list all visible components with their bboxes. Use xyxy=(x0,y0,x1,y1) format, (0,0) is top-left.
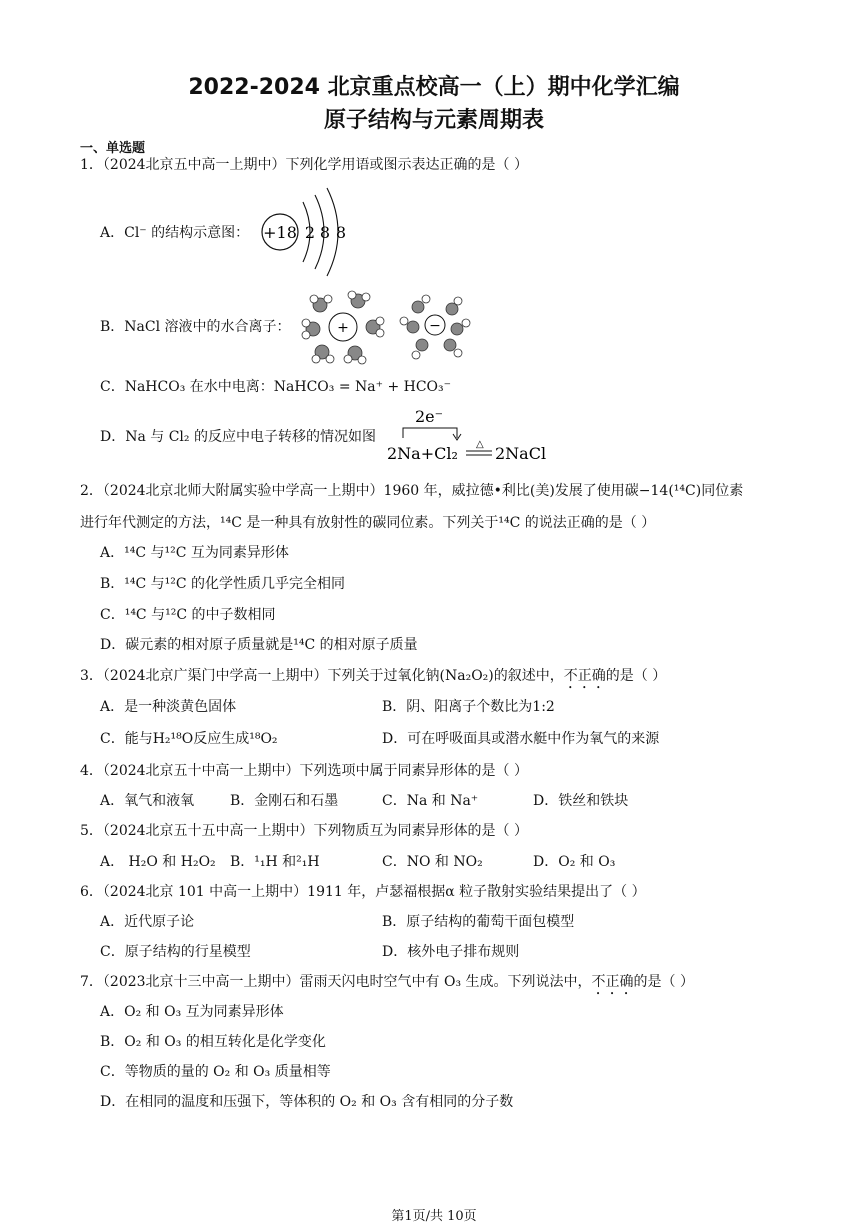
page-footer: 第1页/共 10页 xyxy=(391,1209,477,1224)
emphasis-text: 不正确 xyxy=(563,668,606,684)
equation-reactants: 2Na+Cl₂ xyxy=(387,444,458,463)
question-1-option-d: D．Na 与 Cl₂ 的反应中电子转移的情况如图 xyxy=(100,429,376,445)
question-2-option-a: A．¹⁴C 与¹²C 互为同素异形体 xyxy=(100,545,289,561)
question-3-stem: 3．（2024北京广渠门中学高一上期中）下列关于过氧化钠(Na₂O₂)的叙述中，不正确的是（ ） xyxy=(80,668,667,684)
heating-symbol: △ xyxy=(476,439,484,450)
question-1-option-a: A．Cl⁻ 的结构示意图： xyxy=(100,225,250,241)
question-5-option-b: B．¹₁H 和²₁H xyxy=(230,854,320,870)
question-7-option-d: D．在相同的温度和压强下，等体积的 O₂ 和 O₃ 含有相同的分子数 xyxy=(100,1094,514,1110)
question-3-option-c: C．能与H₂¹⁸O反应生成¹⁸O₂ xyxy=(100,731,278,747)
question-2-stem-line2: 进行年代测定的方法，¹⁴C 是一种具有放射性的碳同位素。下列关于¹⁴C 的说法正确的是（ ） xyxy=(80,515,656,531)
doc-title: 2022-2024 北京重点校高一（上）期中化学汇编 xyxy=(188,75,680,100)
question-1-option-b: B．NaCl 溶液中的水合离子： xyxy=(100,319,291,335)
question-1-stem: 1．（2024北京五中高一上期中）下列化学用语或图示表达正确的是（ ） xyxy=(80,157,528,173)
question-4-option-a: A．氧气和液氧 xyxy=(100,793,195,809)
question-4-option-b: B．金刚石和石墨 xyxy=(230,793,339,809)
question-2-stem-line1: 2．（2024北京北师大附属实验中学高一上期中）1960 年，威拉德•利比(美)发展了使用碳−14(¹⁴C)同位素 xyxy=(80,483,744,499)
section-heading: 一、单选题 xyxy=(80,141,146,156)
electron-transfer-diagram xyxy=(385,406,555,466)
shell-2-count: 8 xyxy=(319,223,331,242)
question-7-option-a: A．O₂ 和 O₃ 互为同素异形体 xyxy=(100,1004,284,1020)
question-3-option-a: A．是一种淡黄色固体 xyxy=(100,699,237,715)
question-6-stem: 6．（2024北京 101 中高一上期中）1911 年，卢瑟福根据α 粒子散射实验结果提出了（ ） xyxy=(80,884,646,900)
question-5-stem: 5．（2024北京五十五中高一上期中）下列物质互为同素异形体的是（ ） xyxy=(80,823,528,839)
question-6-option-a: A．近代原子论 xyxy=(100,914,195,930)
shell-1-count: 2 xyxy=(304,223,316,242)
atom-structure-diagram xyxy=(255,185,355,280)
question-4-option-c: C．Na 和 Na⁺ xyxy=(382,793,479,809)
question-6-option-d: D．核外电子排布规则 xyxy=(382,944,520,960)
hydrated-cation xyxy=(302,291,384,364)
question-7-stem: 7．（2023北京十三中高一上期中）雷雨天闪电时空气中有 O₃ 生成。下列说法中，不正确的是（ ） xyxy=(80,974,694,990)
svg-text:−: − xyxy=(429,318,441,334)
question-1-option-c: C．NaHCO₃ 在水中电离：NaHCO₃ = Na⁺ + HCO₃⁻ xyxy=(100,379,452,395)
question-3-option-d: D．可在呼吸面具或潜水艇中作为氧气的来源 xyxy=(382,731,660,747)
hydrated-anion xyxy=(400,295,470,359)
question-4-option-d: D．铁丝和铁块 xyxy=(533,793,629,809)
equation-product: 2NaCl xyxy=(495,444,547,463)
question-4-stem: 4．（2024北京五十中高一上期中）下列选项中属于同素异形体的是（ ） xyxy=(80,763,528,779)
svg-text:+: + xyxy=(337,320,349,336)
nucleus-charge: +18 xyxy=(263,223,297,242)
electron-count-label: 2e⁻ xyxy=(415,407,444,426)
question-2-option-c: C．¹⁴C 与¹²C 的中子数相同 xyxy=(100,607,276,623)
question-3-option-b: B．阴、阳离子个数比为1:2 xyxy=(382,699,555,715)
question-2-option-d: D．碳元素的相对原子质量就是¹⁴C 的相对原子质量 xyxy=(100,637,418,653)
question-5-option-a: A． H₂O 和 H₂O₂ xyxy=(100,854,216,870)
question-5-option-c: C．NO 和 NO₂ xyxy=(382,854,483,870)
question-5-option-d: D．O₂ 和 O₃ xyxy=(533,854,616,870)
question-6-option-c: C．原子结构的行星模型 xyxy=(100,944,251,960)
question-2-option-b: B．¹⁴C 与¹²C 的化学性质几乎完全相同 xyxy=(100,576,346,592)
hydrated-ions-diagram xyxy=(300,287,475,367)
shell-3-count: 8 xyxy=(335,223,347,242)
question-7-option-b: B．O₂ 和 O₃ 的相互转化是化学变化 xyxy=(100,1034,326,1050)
question-7-option-c: C．等物质的量的 O₂ 和 O₃ 质量相等 xyxy=(100,1064,331,1080)
emphasis-text: 不正确 xyxy=(591,974,634,990)
doc-subtitle: 原子结构与元素周期表 xyxy=(323,108,544,133)
question-6-option-b: B．原子结构的葡萄干面包模型 xyxy=(382,914,575,930)
